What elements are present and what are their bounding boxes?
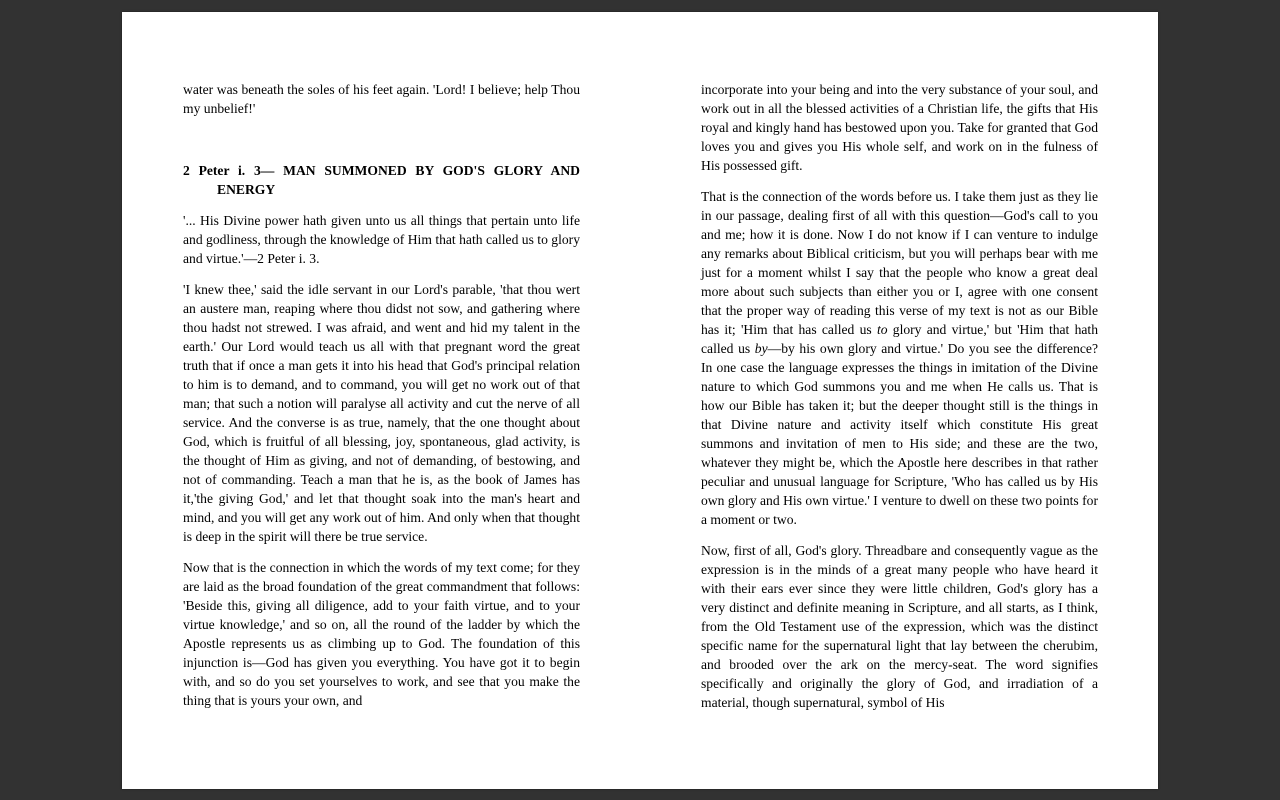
paragraph (701, 187, 1098, 529)
scripture-quote: '... His Divine power hath given unto us all things that pertain unto life and godliness, through the knowledge of Him that hath called us to glory and virtue.'—2 Peter i. 3. (183, 213, 580, 266)
right-page (701, 80, 1098, 712)
chapter-heading: 2 Peter i. 3— MAN SUMMONED BY GOD'S GLORY AND ENERGY (183, 163, 580, 197)
paragraph: incorporate into your being and into the very substance of your soul, and work out in all the blessed activities of a Christian life, the gifts that His royal and kingly hand has bestowed upon you. Take for granted that God loves you and gives you His whole self, and work on in the fulness of His possessed gift. (701, 82, 1098, 173)
left-page (183, 80, 580, 710)
book-spread (122, 12, 1158, 789)
italic-word: to (876, 322, 888, 337)
text-run: —by his own glory and virtue.' Do you see the difference? In one case the language expresses the things in imitation of the Divine nature to which God summons you and me when He calls us. That is how our Bible has taken it; but the deeper thought still is the things in that Divine nature and activity itself which constitute His great summons and invitation of men to His side; and these are the two, whatever they might be, which the Apostle here describes in that rather peculiar and unusual language for Scripture, 'Who has called us by His own glory and His own virtue.' I venture to dwell on these two points for a moment or two. (701, 341, 1098, 527)
italic-word: by (754, 341, 768, 356)
paragraph: Now that is the connection in which the words of my text come; for they are laid as the broad foundation of the great commandment that follows: 'Beside this, giving all diligence, add to your faith virtue, and to your virtue knowledge,' and so on, all the round of the ladder by which the Apostle represents us as climbing up to God. The foundation of this injunction is—God has given you everything. You have got it to begin with, and so do you set yourselves to work, and see that you make the thing that is yours your own, and (183, 560, 580, 708)
text-run: glory and virtue,' but 'Him that hath called us (701, 322, 1098, 356)
paragraph: water was beneath the soles of his feet again. 'Lord! I believe; help Thou my unbelief!' (183, 82, 580, 116)
text-run: That is the connection of the words before us. I take them just as they lie in our passage, dealing first of all with this question—God's call to you and me; how it is done. Now I do not know if I can venture to indulge any remarks about Biblical criticism, but you will perhaps bear with me just for a moment whilst I say that the people who know a great deal more about such subjects than either you or I, agree with one consent that the proper way of reading this verse of my text is not as our Bible has it; 'Him that has called us (701, 189, 1098, 337)
paragraph: 'I knew thee,' said the idle servant in our Lord's parable, 'that thou wert an austere man, reaping where thou didst not sow, and gathering where thou hadst not strewed. I was afraid, and went and hid my talent in the earth.' Our Lord would teach us all with that pregnant word the great truth that if once a man gets it into his head that God's principal relation to him is to demand, and to command, you will get no work out of that man; that such a notion will paralyse all activity and cut the nerve of all service. And the converse is as true, namely, that the one thought about God, which is fruitful of all blessing, joy, spontaneous, glad activity, is the thought of Him as giving, and not of demanding, of bestowing, and not of commanding. Teach a man that he is, as the book of James has it,'the giving God,' and let that thought soak into the man's heart and mind, and you will get any work out of him. And only when that thought is deep in the spirit will there be true service. (183, 282, 580, 544)
paragraph: Now, first of all, God's glory. Threadbare and consequently vague as the expression is in the minds of a great many people who have heard it with their ears ever since they were little children, God's glory has a very distinct and definite meaning in Scripture, and all starts, as I think, from the Old Testament use of the expression, which was the distinct specific name for the supernatural light that lay between the cherubim, and brooded over the ark on the mercy-seat. The word signifies specifically and originally the glory of God, and irradiation of a material, though supernatural, symbol of His (701, 543, 1098, 710)
